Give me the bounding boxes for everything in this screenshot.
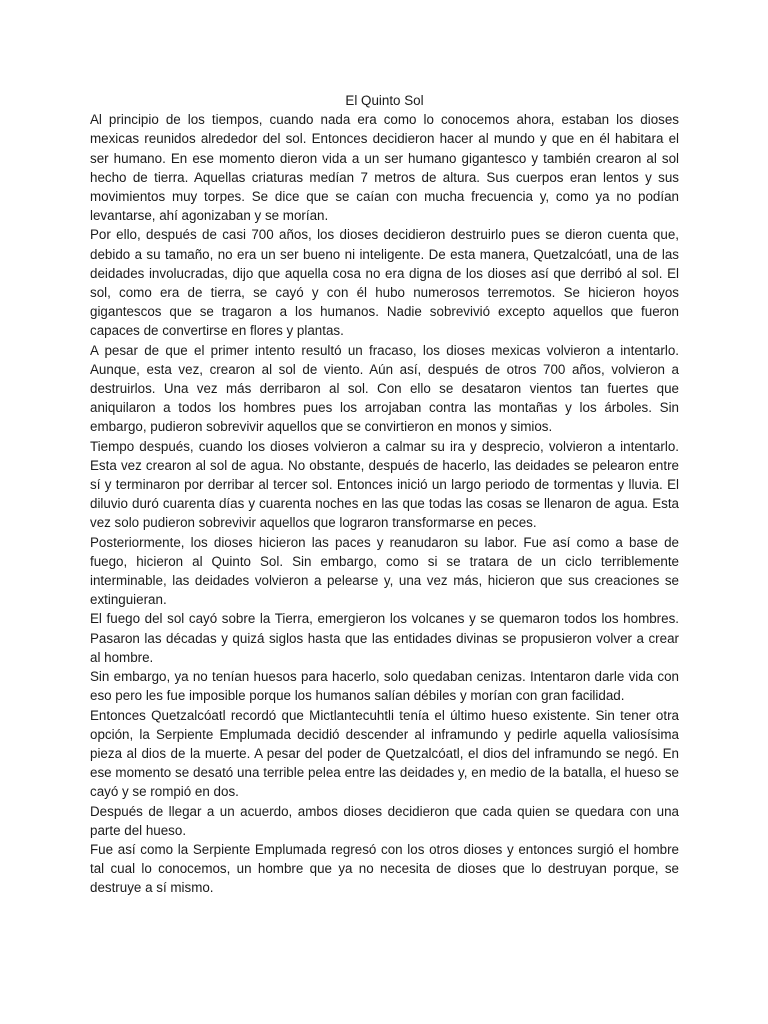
paragraph-2: Por ello, después de casi 700 años, los dioses decidieron destruirlo pues se dieron cuenta que, debido a su tamaño, no era un ser bueno ni inteligente. De esta manera, Quetzalcóatl, una de las deidades involucradas, dijo que aquella cosa no era digna de los dioses así que derribó al sol. El sol, como era de tierra, se cayó y con él hubo numerosos terremotos. Se hicieron hoyos gigantescos que se tragaron a los humanos. Nadie sobrevivió excepto aquellos que fueron capaces de convertirse en flores y plantas. xyxy=(90,227,679,339)
paragraph-7: Sin embargo, ya no tenían huesos para hacerlo, solo quedaban cenizas. Intentaron darle vida con eso pero les fue imposible porque los humanos salían débiles y morían con gran facilidad. xyxy=(90,669,679,704)
paragraph-8: Entonces Quetzalcóatl recordó que Mictlantecuhtli tenía el último hueso existente. Sin tener otra opción, la Serpiente Emplumada decidió descender al inframundo y pedirle aquella valiosísima pieza al dios de la muerte. A pesar del poder de Quetzalcóatl, el dios del inframundo se negó. En ese momento se desató una terrible pelea entre las deidades y, en medio de la batalla, el hueso se cayó y se rompió en dos. xyxy=(90,707,679,800)
paragraph-1: Al principio de los tiempos, cuando nada era como lo conocemos ahora, estaban los dioses mexicas reunidos alrededor del sol. Entonces decidieron hacer al mundo y que en él habitara el ser humano. En ese momento dieron vida a un ser humano gigantesco y también crearon al sol hecho de tierra. Aquellas criaturas medían 7 metros de altura. Sus cuerpos eran lentos y sus movimientos muy torpes. Se dice que se caían con mucha frecuencia y, como ya no podían levantarse, ahí agonizaban y se morían. xyxy=(90,112,679,224)
document-page xyxy=(90,91,679,898)
paragraph-9: Después de llegar a un acuerdo, ambos dioses decidieron que cada quien se quedara con una parte del hueso. xyxy=(90,803,679,838)
paragraph-4: Tiempo después, cuando los dioses volvieron a calmar su ira y desprecio, volvieron a intentarlo. Esta vez crearon al sol de agua. No obstante, después de hacerlo, las deidades se pelearon entre sí y terminaron por derribar al tercer sol. Entonces inició un largo periodo de tormentas y lluvia. El diluvio duró cuarenta días y cuarenta noches en las que todas las cosas se llenaron de agua. Esta vez solo pudieron sobrevivir aquellos que lograron transformarse en peces. xyxy=(90,438,679,531)
paragraph-10: Fue así como la Serpiente Emplumada regresó con los otros dioses y entonces surgió el hombre tal cual lo conocemos, un hombre que ya no necesita de dioses que lo destruyan porque, se destruye a sí mismo. xyxy=(90,841,679,896)
paragraph-5: Posteriormente, los dioses hicieron las paces y reanudaron su labor. Fue así como a base de fuego, hicieron al Quinto Sol. Sin embargo, como si se tratara de un ciclo terriblemente interminable, las deidades volvieron a pelearse y, una vez más, hicieron que sus creaciones se extinguieran. xyxy=(90,534,679,608)
paragraph-6: El fuego del sol cayó sobre la Tierra, emergieron los volcanes y se quemaron todos los hombres. Pasaron las décadas y quizá siglos hasta que las entidades divinas se propusieron volver a crear al hombre. xyxy=(90,611,679,665)
paragraph-3: A pesar de que el primer intento resultó un fracaso, los dioses mexicas volvieron a intentarlo. Aunque, esta vez, crearon al sol de viento. Aún así, después de otros 700 años, volvieron a destruirlos. Una vez más derribaron al sol. Con ello se desataron vientos tan fuertes que aniquilaron a todos los hombres pues los arrojaban contra las montañas y los árboles. Sin embargo, pudieron sobrevivir aquellos que se convirtieron en monos y simios. xyxy=(90,342,679,435)
document-title: El Quinto Sol xyxy=(345,93,424,108)
